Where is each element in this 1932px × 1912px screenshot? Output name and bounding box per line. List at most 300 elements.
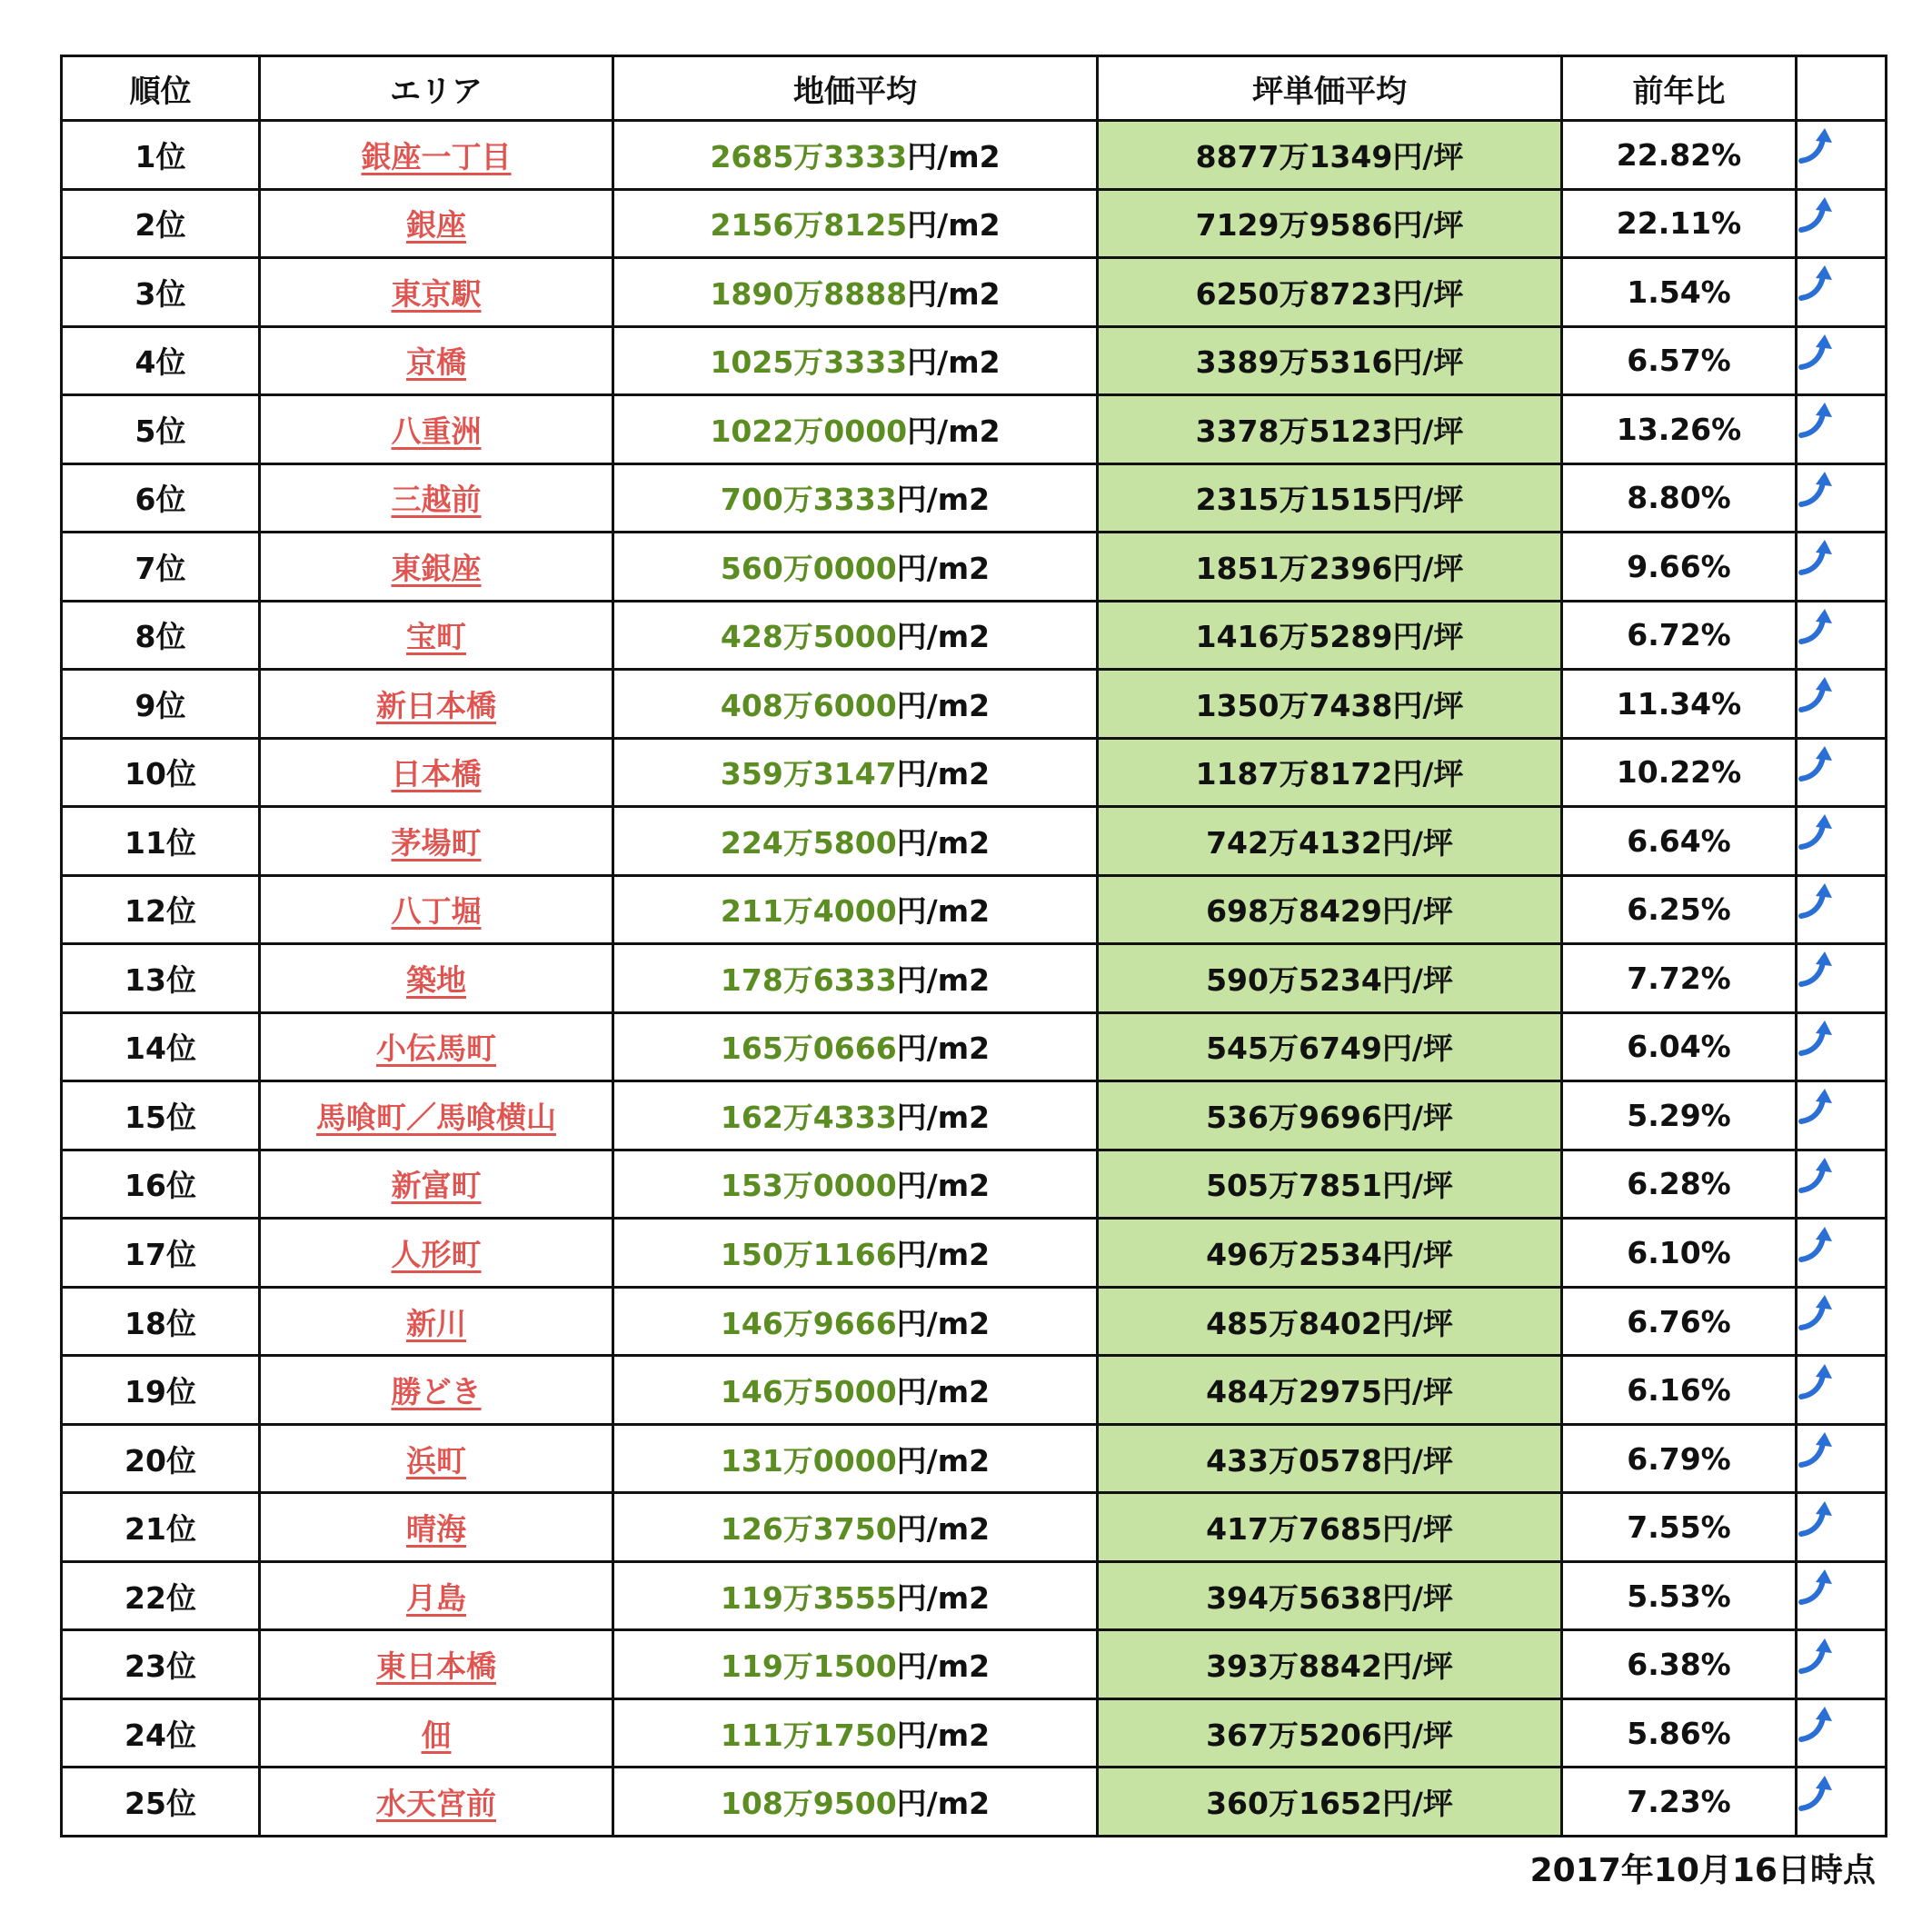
tsubo-price-value: 1851万2396円/坪: [1195, 550, 1464, 586]
rank-cell: [62, 533, 260, 602]
table-row: [62, 1424, 1887, 1493]
rank-cell: [62, 944, 260, 1013]
yoy-cell: [1562, 326, 1797, 395]
yoy-value: 9.66%: [1627, 548, 1731, 584]
tsubo-price-value: 360万1652円/坪: [1206, 1786, 1453, 1822]
header-rank: 順位: [62, 56, 260, 121]
rank-cell: [62, 875, 260, 944]
tsubo-price-cell: [1098, 258, 1562, 327]
trend-cell: [1797, 463, 1887, 533]
arrow-up-curved-icon: [1798, 1019, 1837, 1059]
land-price-value: 119万1500: [720, 1648, 897, 1685]
land-price-cell: [613, 1768, 1098, 1837]
land-price-unit: 円/m2: [896, 1099, 991, 1135]
arrow-up-curved-icon: [1798, 607, 1837, 647]
header-row: [62, 56, 1887, 121]
land-price-cell: [613, 875, 1098, 944]
arrow-up-curved-icon: [1798, 1225, 1837, 1265]
land-price-cell: [613, 1493, 1098, 1562]
trend-cell: [1797, 1287, 1887, 1356]
land-price-unit: 円/m2: [896, 1786, 991, 1822]
tsubo-price-cell: [1098, 807, 1562, 876]
tsubo-price-value: 485万8402円/坪: [1206, 1305, 1453, 1341]
header-yoy: 前年比: [1562, 56, 1797, 121]
arrow-up-curved-icon: [1798, 264, 1837, 304]
tsubo-price-value: 505万7851円/坪: [1206, 1168, 1453, 1204]
area-link[interactable]: 東京駅: [391, 275, 482, 312]
rank-text: 24位: [124, 1717, 196, 1753]
as-of-date: 2017年10月16日時点: [1529, 1852, 1876, 1889]
land-price-unit: 円/m2: [907, 207, 1001, 244]
rank-text: 8位: [134, 619, 186, 655]
tsubo-price-value: 8877万1349円/坪: [1195, 138, 1464, 174]
yoy-value: 7.72%: [1627, 960, 1731, 996]
rank-cell: [62, 121, 260, 190]
rank-cell: [62, 1768, 260, 1837]
arrow-up-curved-icon: [1798, 1774, 1837, 1814]
land-price-value: 162万4333: [720, 1099, 897, 1135]
yoy-value: 6.76%: [1627, 1303, 1731, 1339]
area-cell[interactable]: [260, 1287, 613, 1356]
rank-cell: [62, 1493, 260, 1562]
tsubo-price-value: 1187万8172円/坪: [1195, 756, 1464, 792]
tsubo-price-cell: [1098, 1493, 1562, 1562]
land-price-value: 359万3147: [720, 756, 897, 792]
land-price-value: 2685万3333: [710, 138, 908, 174]
table-row: [62, 601, 1887, 670]
table-row: [62, 1356, 1887, 1425]
area-cell[interactable]: [260, 258, 613, 327]
yoy-value: 6.64%: [1627, 822, 1731, 859]
area-link[interactable]: 築地: [406, 961, 466, 998]
rank-cell: [62, 395, 260, 464]
rank-text: 1位: [134, 138, 186, 174]
trend-cell: [1797, 189, 1887, 258]
rank-cell: [62, 1287, 260, 1356]
yoy-cell: [1562, 1768, 1797, 1837]
tsubo-price-cell: [1098, 395, 1562, 464]
yoy-cell: [1562, 395, 1797, 464]
area-cell[interactable]: [260, 738, 613, 807]
trend-cell: [1797, 807, 1887, 876]
area-cell[interactable]: [260, 1081, 613, 1150]
rank-cell: [62, 1219, 260, 1288]
yoy-cell: [1562, 1081, 1797, 1150]
trend-cell: [1797, 1356, 1887, 1425]
land-price-value: 428万5000: [720, 619, 897, 655]
arrow-up-curved-icon: [1798, 470, 1837, 510]
area-link[interactable]: 東日本橋: [376, 1648, 496, 1685]
area-cell[interactable]: [260, 670, 613, 739]
tsubo-price-cell: [1098, 738, 1562, 807]
trend-cell: [1797, 258, 1887, 327]
yoy-value: 6.10%: [1627, 1235, 1731, 1270]
trend-cell: [1797, 944, 1887, 1013]
tsubo-price-value: 496万2534円/坪: [1206, 1237, 1453, 1272]
trend-cell: [1797, 326, 1887, 395]
yoy-value: 8.80%: [1627, 480, 1731, 516]
yoy-cell: [1562, 1012, 1797, 1081]
rank-text: 23位: [124, 1648, 196, 1685]
table-row: [62, 395, 1887, 464]
tsubo-price-cell: [1098, 189, 1562, 258]
area-cell[interactable]: [260, 189, 613, 258]
tsubo-price-cell: [1098, 326, 1562, 395]
area-link[interactable]: 小伝馬町: [376, 1031, 496, 1067]
yoy-cell: [1562, 1698, 1797, 1768]
tsubo-price-cell: [1098, 1424, 1562, 1493]
table-row: [62, 1150, 1887, 1219]
header-tsubo-price: 坪単価平均: [1098, 56, 1562, 121]
area-cell[interactable]: [260, 1356, 613, 1425]
trend-cell: [1797, 738, 1887, 807]
area-cell[interactable]: [260, 944, 613, 1013]
land-price-unit: 円/m2: [896, 893, 991, 930]
yoy-cell: [1562, 1150, 1797, 1219]
yoy-value: 7.23%: [1627, 1784, 1731, 1820]
yoy-value: 6.79%: [1627, 1440, 1731, 1477]
area-cell[interactable]: [260, 601, 613, 670]
yoy-cell: [1562, 738, 1797, 807]
tsubo-price-cell: [1098, 1356, 1562, 1425]
trend-cell: [1797, 1698, 1887, 1768]
tsubo-price-value: 3378万5123円/坪: [1195, 413, 1464, 449]
trend-cell: [1797, 601, 1887, 670]
rank-text: 5位: [134, 413, 186, 449]
area-link[interactable]: 新日本橋: [376, 687, 496, 723]
land-price-cell: [613, 807, 1098, 876]
rank-cell: [62, 670, 260, 739]
land-price-value: 560万0000: [720, 550, 897, 586]
table-row: [62, 1081, 1887, 1150]
land-price-cell: [613, 395, 1098, 464]
land-price-value: 119万3555: [720, 1579, 897, 1616]
yoy-value: 22.82%: [1616, 136, 1742, 173]
tsubo-price-cell: [1098, 1150, 1562, 1219]
land-price-value: 178万6333: [720, 961, 897, 998]
rank-cell: [62, 1012, 260, 1081]
rank-text: 7位: [134, 550, 186, 586]
trend-cell: [1797, 1493, 1887, 1562]
arrow-up-curved-icon: [1798, 950, 1837, 990]
land-price-unit: 円/m2: [896, 1511, 991, 1548]
land-price-cell: [613, 1561, 1098, 1630]
tsubo-price-cell: [1098, 463, 1562, 533]
rank-text: 25位: [124, 1786, 196, 1822]
yoy-value: 6.57%: [1627, 343, 1731, 379]
tsubo-price-cell: [1098, 601, 1562, 670]
yoy-value: 7.55%: [1627, 1509, 1731, 1546]
yoy-cell: [1562, 121, 1797, 190]
land-price-unit: 円/m2: [896, 1031, 991, 1067]
tsubo-price-value: 1350万7438円/坪: [1195, 687, 1464, 723]
tsubo-price-value: 367万5206円/坪: [1206, 1717, 1453, 1753]
land-price-unit: 円/m2: [896, 1442, 991, 1479]
yoy-cell: [1562, 1424, 1797, 1493]
arrow-up-curved-icon: [1798, 1156, 1837, 1196]
land-price-cell: [613, 1012, 1098, 1081]
land-price-cell: [613, 258, 1098, 327]
rank-text: 22位: [124, 1579, 196, 1616]
area-link[interactable]: 晴海: [406, 1511, 466, 1548]
table-row: [62, 189, 1887, 258]
tsubo-price-value: 394万5638円/坪: [1206, 1579, 1453, 1616]
table-row: [62, 258, 1887, 327]
land-price-cell: [613, 1630, 1098, 1699]
area-cell[interactable]: [260, 875, 613, 944]
land-price-unit: 円/m2: [896, 619, 991, 655]
tsubo-price-cell: [1098, 1012, 1562, 1081]
tsubo-price-value: 417万7685円/坪: [1206, 1511, 1453, 1548]
arrow-up-curved-icon: [1798, 812, 1837, 852]
rank-text: 6位: [134, 482, 186, 518]
arrow-up-curved-icon: [1798, 1637, 1837, 1677]
land-price-value: 700万3333: [720, 482, 897, 518]
land-price-unit: 円/m2: [907, 344, 1001, 381]
rank-text: 17位: [124, 1237, 196, 1272]
tsubo-price-value: 6250万8723円/坪: [1195, 275, 1464, 312]
land-price-unit: 円/m2: [896, 550, 991, 586]
tsubo-price-cell: [1098, 1630, 1562, 1699]
land-price-value: 153万0000: [720, 1168, 897, 1204]
area-link[interactable]: 浜町: [406, 1442, 466, 1479]
table-row: [62, 1698, 1887, 1768]
area-link[interactable]: 三越前: [391, 482, 482, 518]
land-price-unit: 円/m2: [896, 961, 991, 998]
area-cell[interactable]: [260, 1150, 613, 1219]
rank-text: 15位: [124, 1099, 196, 1135]
yoy-value: 5.86%: [1627, 1715, 1731, 1751]
land-price-value: 150万1166: [720, 1237, 897, 1272]
yoy-value: 1.54%: [1627, 274, 1731, 310]
yoy-cell: [1562, 1219, 1797, 1288]
area-cell[interactable]: [260, 1630, 613, 1699]
arrow-up-curved-icon: [1798, 1499, 1837, 1539]
area-link[interactable]: 水天宮前: [376, 1786, 496, 1822]
rank-text: 19位: [124, 1374, 196, 1410]
land-price-cell: [613, 463, 1098, 533]
yoy-value: 13.26%: [1616, 411, 1742, 447]
rank-text: 3位: [134, 275, 186, 312]
rank-cell: [62, 463, 260, 533]
rank-cell: [62, 1630, 260, 1699]
tsubo-price-value: 698万8429円/坪: [1206, 893, 1453, 930]
area-cell[interactable]: [260, 1012, 613, 1081]
tsubo-price-value: 393万8842円/坪: [1206, 1648, 1453, 1685]
arrow-up-curved-icon: [1798, 1430, 1837, 1470]
area-link[interactable]: 茅場町: [391, 824, 482, 861]
land-price-unit: 円/m2: [896, 1717, 991, 1753]
yoy-cell: [1562, 1356, 1797, 1425]
table-row: [62, 1768, 1887, 1837]
area-link[interactable]: 新富町: [391, 1168, 482, 1204]
area-link[interactable]: 八重洲: [391, 413, 482, 449]
land-price-cell: [613, 670, 1098, 739]
rank-text: 2位: [134, 207, 186, 244]
tsubo-price-value: 484万2975円/坪: [1206, 1374, 1453, 1410]
trend-cell: [1797, 670, 1887, 739]
rank-cell: [62, 1356, 260, 1425]
rank-cell: [62, 1698, 260, 1768]
land-price-cell: [613, 326, 1098, 395]
area-link[interactable]: 馬喰町／馬喰横山: [316, 1099, 556, 1135]
land-price-unit: 円/m2: [896, 1237, 991, 1272]
land-price-unit: 円/m2: [896, 1579, 991, 1616]
yoy-cell: [1562, 463, 1797, 533]
land-price-value: 131万0000: [720, 1442, 897, 1479]
trend-cell: [1797, 1219, 1887, 1288]
trend-cell: [1797, 1768, 1887, 1837]
yoy-cell: [1562, 875, 1797, 944]
rank-text: 11位: [124, 824, 196, 861]
land-price-unit: 円/m2: [907, 413, 1001, 449]
yoy-cell: [1562, 1287, 1797, 1356]
land-price-unit: 円/m2: [896, 756, 991, 792]
tsubo-price-value: 536万9696円/坪: [1206, 1099, 1453, 1135]
rank-cell: [62, 1561, 260, 1630]
land-price-cell: [613, 1150, 1098, 1219]
yoy-value: 6.04%: [1627, 1029, 1731, 1065]
table-row: [62, 1630, 1887, 1699]
header-land-price: 地価平均: [613, 56, 1098, 121]
area-cell[interactable]: [260, 1698, 613, 1768]
table-row: [62, 1219, 1887, 1288]
table-row: [62, 807, 1887, 876]
table-row: [62, 326, 1887, 395]
rank-cell: [62, 1424, 260, 1493]
trend-cell: [1797, 533, 1887, 602]
area-link[interactable]: 新川: [406, 1305, 466, 1341]
rank-text: 20位: [124, 1442, 196, 1479]
area-cell[interactable]: [260, 807, 613, 876]
land-price-unit: 円/m2: [896, 1305, 991, 1341]
area-cell[interactable]: [260, 1561, 613, 1630]
land-price-cell: [613, 1698, 1098, 1768]
area-cell[interactable]: [260, 463, 613, 533]
land-price-cell: [613, 1081, 1098, 1150]
area-link[interactable]: 八丁堀: [391, 893, 482, 930]
yoy-value: 22.11%: [1616, 205, 1742, 242]
trend-cell: [1797, 1424, 1887, 1493]
land-price-value: 111万1750: [720, 1717, 897, 1753]
arrow-up-curved-icon: [1798, 333, 1837, 373]
arrow-up-curved-icon: [1798, 401, 1837, 441]
area-link[interactable]: 銀座: [406, 207, 466, 244]
tsubo-price-value: 742万4132円/坪: [1206, 824, 1453, 861]
land-price-cell: [613, 738, 1098, 807]
area-cell[interactable]: [260, 1424, 613, 1493]
area-link[interactable]: 佃: [421, 1717, 452, 1753]
land-price-value: 165万0666: [720, 1031, 897, 1067]
tsubo-price-cell: [1098, 1219, 1562, 1288]
yoy-cell: [1562, 1561, 1797, 1630]
land-price-value: 108万9500: [720, 1786, 897, 1822]
land-price-unit: 円/m2: [896, 687, 991, 723]
area-link[interactable]: 月島: [406, 1579, 466, 1616]
land-price-cell: [613, 121, 1098, 190]
land-price-value: 211万4000: [720, 893, 897, 930]
yoy-cell: [1562, 944, 1797, 1013]
land-price-value: 1890万8888: [710, 275, 908, 312]
arrow-up-curved-icon: [1798, 1362, 1837, 1402]
tsubo-price-value: 7129万9586円/坪: [1195, 207, 1464, 244]
yoy-cell: [1562, 258, 1797, 327]
area-link[interactable]: 東銀座: [391, 550, 482, 586]
table-row: [62, 121, 1887, 190]
rank-cell: [62, 807, 260, 876]
arrow-up-curved-icon: [1798, 1293, 1837, 1333]
yoy-value: 6.25%: [1627, 891, 1731, 928]
tsubo-price-cell: [1098, 1561, 1562, 1630]
area-link[interactable]: 勝どき: [391, 1374, 482, 1410]
land-price-cell: [613, 1287, 1098, 1356]
area-cell[interactable]: [260, 121, 613, 190]
area-cell[interactable]: [260, 1768, 613, 1837]
table-row: [62, 463, 1887, 533]
area-link[interactable]: 京橋: [406, 344, 466, 381]
area-link[interactable]: 銀座一丁目: [361, 138, 512, 174]
land-price-cell: [613, 1219, 1098, 1288]
arrow-up-curved-icon: [1798, 881, 1837, 921]
land-price-cell: [613, 189, 1098, 258]
land-price-unit: 円/m2: [896, 482, 991, 518]
tsubo-price-cell: [1098, 1698, 1562, 1768]
area-link[interactable]: 日本橋: [391, 756, 482, 792]
rank-text: 4位: [134, 344, 186, 381]
area-link[interactable]: 宝町: [406, 619, 466, 655]
rank-cell: [62, 189, 260, 258]
table-row: [62, 533, 1887, 602]
table-row: [62, 1012, 1887, 1081]
area-cell[interactable]: [260, 326, 613, 395]
yoy-value: 6.16%: [1627, 1372, 1731, 1409]
area-link[interactable]: 人形町: [391, 1237, 482, 1272]
trend-cell: [1797, 1150, 1887, 1219]
tsubo-price-value: 433万0578円/坪: [1206, 1442, 1453, 1479]
yoy-cell: [1562, 807, 1797, 876]
trend-cell: [1797, 121, 1887, 190]
tsubo-price-cell: [1098, 875, 1562, 944]
land-price-unit: 円/m2: [896, 1374, 991, 1410]
table-row: [62, 1287, 1887, 1356]
yoy-value: 5.29%: [1627, 1097, 1731, 1133]
table-row: [62, 944, 1887, 1013]
rank-cell: [62, 258, 260, 327]
tsubo-price-value: 3389万5316円/坪: [1195, 344, 1464, 381]
yoy-value: 6.28%: [1627, 1166, 1731, 1202]
rank-cell: [62, 601, 260, 670]
area-cell[interactable]: [260, 395, 613, 464]
trend-cell: [1797, 395, 1887, 464]
rank-cell: [62, 1081, 260, 1150]
arrow-up-curved-icon: [1798, 744, 1837, 784]
table-row: [62, 1493, 1887, 1562]
land-price-unit: 円/m2: [896, 824, 991, 861]
area-cell[interactable]: [260, 1219, 613, 1288]
table-row: [62, 670, 1887, 739]
yoy-value: 5.53%: [1627, 1578, 1731, 1614]
land-price-cell: [613, 1356, 1098, 1425]
land-price-value: 408万6000: [720, 687, 897, 723]
land-price-cell: [613, 533, 1098, 602]
table-row: [62, 1561, 1887, 1630]
land-price-unit: 円/m2: [907, 138, 1001, 174]
arrow-up-curved-icon: [1798, 1087, 1837, 1127]
rank-cell: [62, 738, 260, 807]
area-cell[interactable]: [260, 1493, 613, 1562]
area-cell[interactable]: [260, 533, 613, 602]
land-price-value: 1022万0000: [710, 413, 908, 449]
